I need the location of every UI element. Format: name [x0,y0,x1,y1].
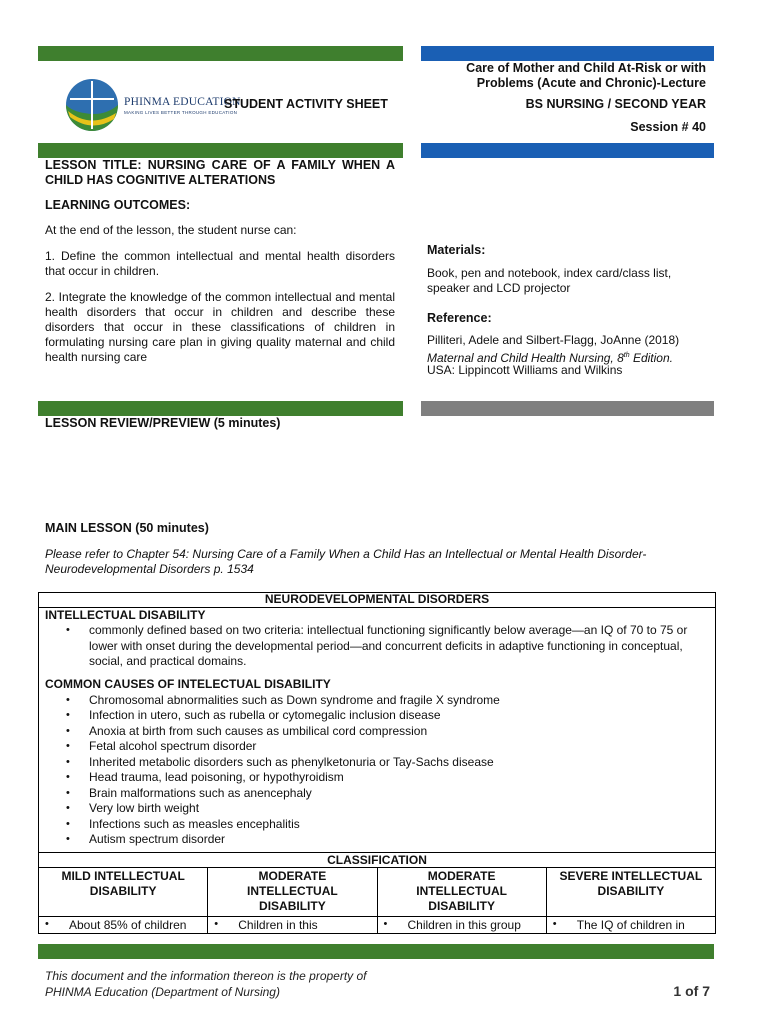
cause-item: • Brain malformations such as anencephaly [45,786,709,802]
reference-edition: Edition. [629,351,673,365]
reference-publisher: USA: Lippincott Williams and Wilkins [427,363,623,377]
course-title [421,61,706,91]
phinma-logo-icon [64,77,120,133]
outcomes-heading: LEARNING OUTCOMES: [45,198,191,212]
col-mild-heading: MILD INTELLECTUAL DISABILITY [61,868,185,898]
col-mild-bullet: • About 85% of children [39,917,207,933]
reference-sup: th [623,352,630,359]
sheet-title: STUDENT ACTIVITY SHEET [224,97,388,111]
top-left-bar [38,46,403,61]
logo-tagline: MAKING LIVES BETTER THROUGH EDUCATION [124,110,238,115]
materials-text: Book, pen and notebook, index card/class list, speaker and LCD projector [427,266,672,295]
cause-item: • Head trauma, lead poisoning, or hypothyroidism [45,770,709,786]
disorders-table [38,592,716,934]
course-line2: Problems (Acute and Chronic)-Lecture [476,76,706,90]
cause-item: • Very low birth weight [45,801,709,817]
cause-item: • Inherited metabolic disorders such as phenylketonuria or Tay-Sachs disease [45,755,709,771]
review-heading: LESSON REVIEW/PREVIEW (5 minutes) [45,416,281,430]
review-right-bar [421,401,714,416]
section-right-bar [421,143,714,158]
id-bullet-list [45,623,709,670]
col-moderate-heading: MODERATE INTELLECTUAL DISABILITY [207,868,376,916]
main-lesson-heading: MAIN LESSON (50 minutes) [45,521,209,535]
classification-header-row [39,867,715,916]
page-number: 1 of 7 [673,983,710,999]
section-left-bar [38,143,403,158]
course-line1: Care of Mother and Child At-Risk or with [466,61,706,75]
outcome-2: 2. Integrate the knowledge of the common intellectual and mental health disorders that occur in children and describe these disorders that occur in these classifications of children in formulating nursing care plan in giving quality maternal and child health nursing care [45,290,395,364]
footer-line1: This document and the information thereon is the property of [45,969,367,983]
intellectual-disability-section [39,607,715,852]
id-bullet: • commonly defined based on two criteria: intellectual functioning significantly below average—an IQ of 70 to 75 or lower with onset during the developmental period—and concurrent deficits in adaptive functioning in conceptual, social, and practical domains. [45,623,695,670]
reference-heading: Reference: [427,311,492,325]
col-severe-heading: SEVERE INTELLECTUAL DISABILITY [546,868,715,916]
main-lesson-note: Please refer to Chapter 54: Nursing Care of a Family When a Child Has an Intellectual or Mental Health Disorder- Neurodevelopmental Disorders p. 1534 [45,547,647,576]
cause-item: • Infections such as measles encephalitis [45,817,709,833]
col-severe-bullet: • The IQ of children in [546,917,715,933]
cause-item: • Anoxia at birth from such causes as umbilical cord compression [45,724,709,740]
cause-item: • Autism spectrum disorder [45,832,709,848]
causes-list [45,693,709,848]
footer-bar [38,944,714,959]
footer-notice [45,968,367,1000]
lesson-title: LESSON TITLE: NURSING CARE OF A FAMILY WHEN A CHILD HAS COGNITIVE ALTERATIONS [45,158,395,187]
program-label: BS NURSING / SECOND YEAR [525,97,706,111]
review-left-bar [38,401,403,416]
cause-item: • Fetal alcohol spectrum disorder [45,739,709,755]
id-heading: INTELLECTUAL DISABILITY [45,608,206,622]
reference-book-title: Maternal and Child Health Nursing, 8 [427,351,624,365]
col-moderate-bullet-2: • Children in this group [377,917,546,933]
cause-item: • Infection in utero, such as rubella or cytomegalic inclusion disease [45,708,709,724]
session-label: Session # 40 [630,120,706,134]
logo-name: PHINMA EDUCATION [124,96,241,108]
reference-authors: Pilliteri, Adele and Silbert-Flagg, JoAnne (2018) [427,333,680,347]
table-title: NEURODEVELOPMENTAL DISORDERS [264,592,490,606]
classification-heading: CLASSIFICATION [39,852,715,867]
outcome-1: 1. Define the common intellectual and mental health disorders that occur in children. [45,249,395,278]
outcomes-intro: At the end of the lesson, the student nurse can: [45,223,297,237]
top-right-bar [421,46,714,61]
classification-body-row [39,916,715,933]
causes-heading: COMMON CAUSES OF INTELECTUAL DISABILITY [45,676,331,691]
col-moderate-heading-2: MODERATE INTELLECTUAL DISABILITY [377,868,546,916]
col-moderate-bullet: • Children in this [207,917,376,933]
cause-item: • Chromosomal abnormalities such as Down syndrome and fragile X syndrome [45,693,709,709]
footer-line2: PHINMA Education (Department of Nursing) [45,985,280,999]
materials-heading: Materials: [427,243,486,257]
